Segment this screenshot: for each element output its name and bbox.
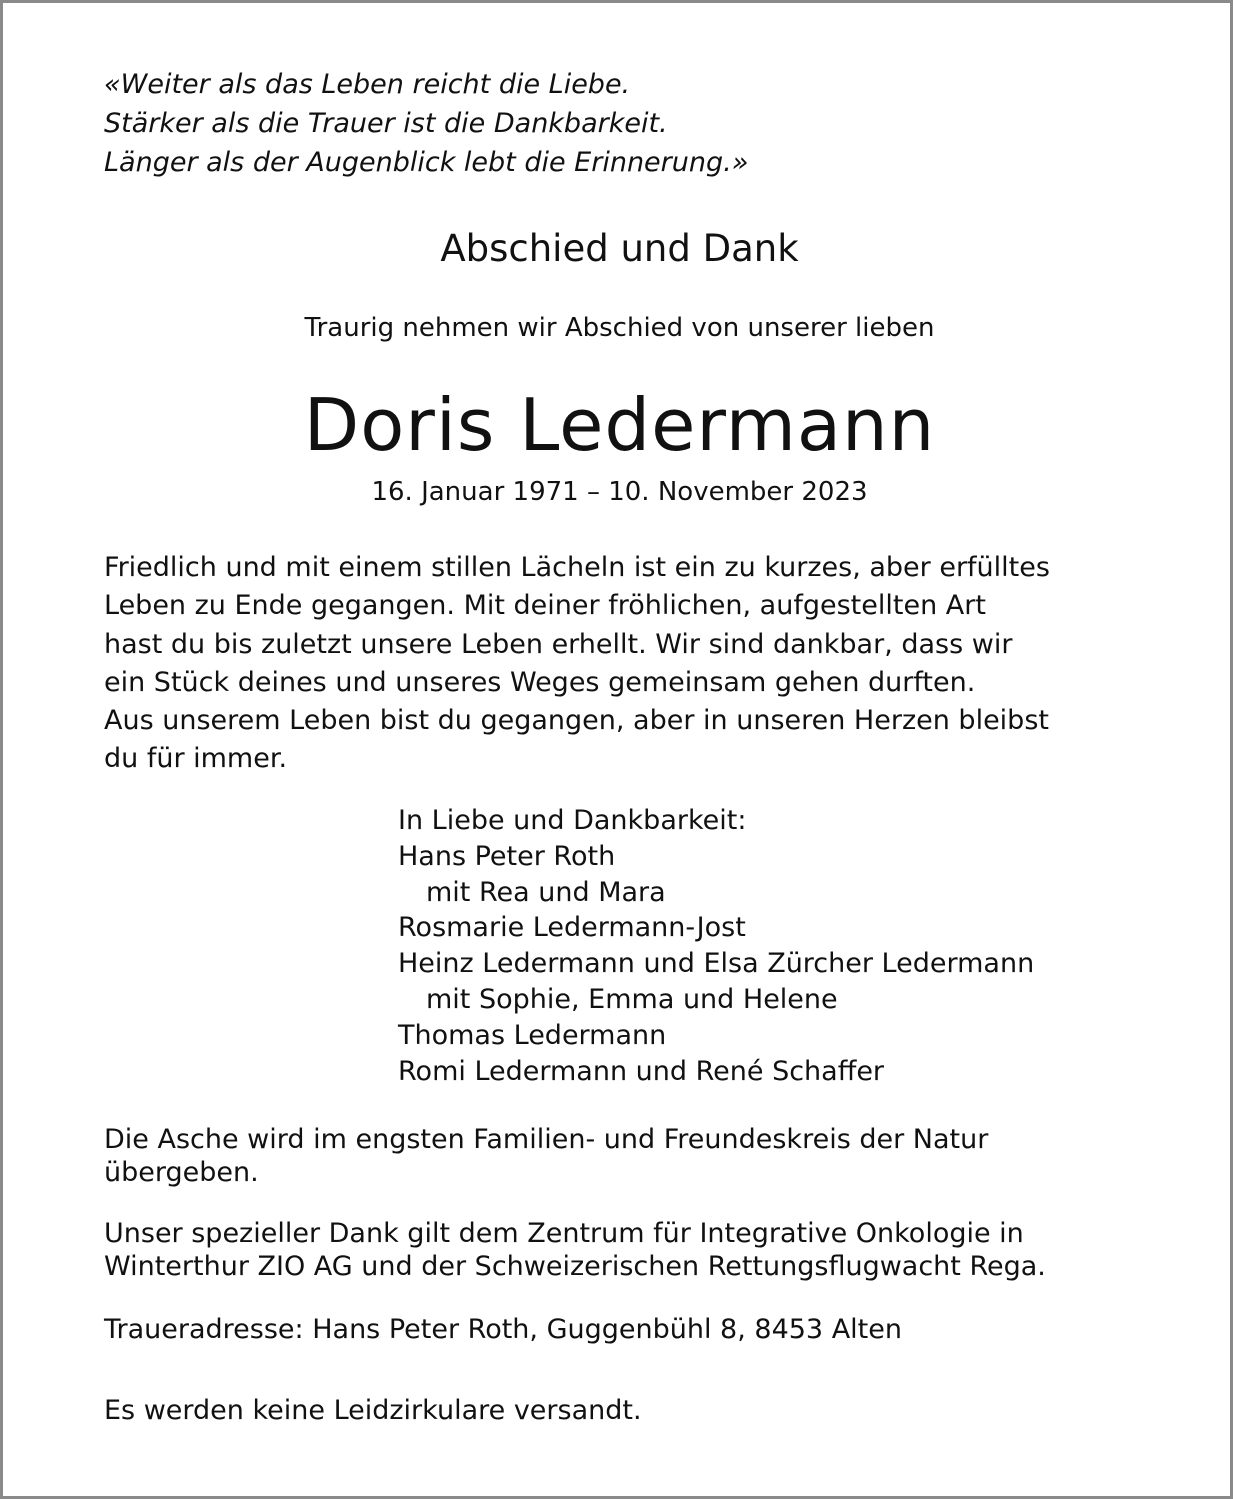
- memorial-quote: [104, 65, 748, 182]
- deceased-name: Doris Ledermann: [303, 383, 936, 467]
- special-thanks: [104, 1217, 1046, 1283]
- family-member: Thomas Ledermann: [398, 1019, 667, 1051]
- notice-intro: Traurig nehmen wir Abschied von unserer lieben: [304, 313, 935, 343]
- family-list: [398, 803, 1034, 1089]
- ash-line: übergeben.: [104, 1157, 259, 1188]
- family-member-sub: mit Sophie, Emma und Helene: [426, 983, 838, 1015]
- farewell-paragraph: [104, 549, 1050, 779]
- family-member: Rosmarie Ledermann-Jost: [398, 912, 746, 944]
- thanks-line: Unser spezieller Dank gilt dem Zentrum für Integrative Onkologie in: [104, 1218, 1024, 1249]
- paragraph-line: ein Stück deines und unseres Weges gemeinsam gehen durften.: [104, 666, 976, 698]
- ash-notice: [104, 1123, 988, 1189]
- paragraph-line: hast du bis zuletzt unsere Leben erhellt. Wir sind dankbar, dass wir: [104, 628, 1013, 660]
- family-heading: In Liebe und Dankbarkeit:: [398, 805, 747, 836]
- quote-line: Länger als der Augenblick lebt die Erinnerung.»: [104, 147, 749, 178]
- paragraph-line: Aus unserem Leben bist du gegangen, aber in unseren Herzen bleibst: [104, 705, 1049, 737]
- paragraph-line: Leben zu Ende gegangen. Mit deiner fröhlichen, aufgestellten Art: [104, 590, 986, 622]
- no-circulars-notice: Es werden keine Leidzirkulare versandt.: [104, 1395, 642, 1426]
- paragraph-line: du für immer.: [104, 743, 288, 775]
- ash-line: Die Asche wird im engsten Familien- und Freundeskreis der Natur: [104, 1124, 989, 1155]
- notice-title: Abschied und Dank: [440, 227, 799, 270]
- mourning-address: Traueradresse: Hans Peter Roth, Guggenbühl 8, 8453 Alten: [104, 1314, 902, 1345]
- quote-line: Stärker als die Trauer ist die Dankbarkeit.: [104, 108, 668, 139]
- family-member: Heinz Ledermann und Elsa Zürcher Ledermann: [398, 948, 1035, 980]
- family-member: Hans Peter Roth: [398, 840, 616, 872]
- paragraph-line: Friedlich und mit einem stillen Lächeln ist ein zu kurzes, aber erfülltes: [104, 552, 1050, 583]
- life-dates: 16. Januar 1971 – 10. November 2023: [371, 477, 868, 507]
- thanks-line: Winterthur ZIO AG und der Schweizerischen Rettungsflugwacht Rega.: [104, 1251, 1046, 1282]
- family-member: Romi Ledermann und René Schaffer: [398, 1055, 885, 1087]
- quote-line: «Weiter als das Leben reicht die Liebe.: [104, 69, 631, 100]
- family-member-sub: mit Rea und Mara: [426, 876, 666, 908]
